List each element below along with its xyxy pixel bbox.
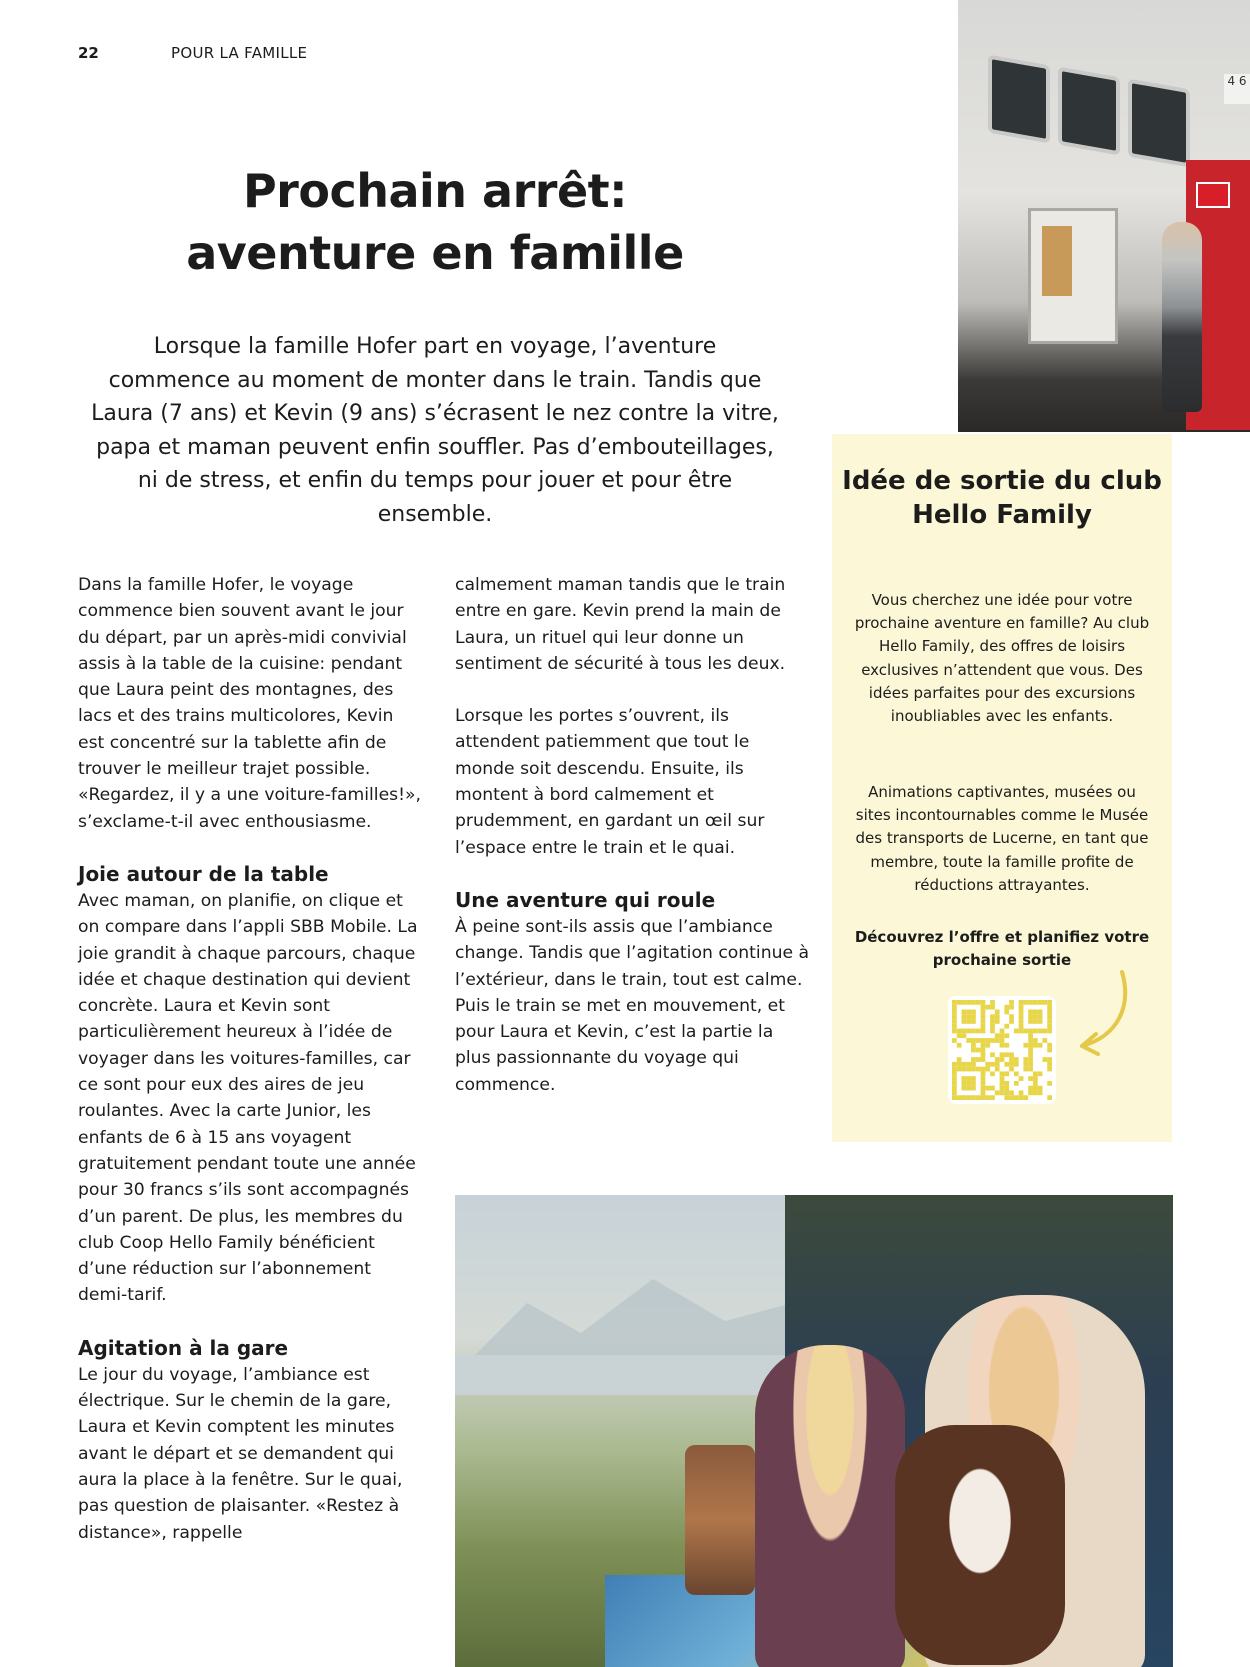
intro-paragraph: Dans la famille Hofer, le voyage commence bien souvent avant le jour du départ, par un après-midi convivial assis à la table de la cuisine: pendant que Laura peint des montagnes, des lacs et des trains multicolores, Kevin est concentré sur la tablette afin de trouver le meilleur trajet possible. «Regardez, il y a une voiture-familles!», s’exclame-t-il avec enthousiasme.: [78, 575, 421, 832]
paragraph-portes: Lorsque les portes s’ouvrent, ils attendent patiemment que tout le monde soit descendu. Ensuite, ils montent à bord calmement et prudemment, en gardant un œil sur l’espace entre le train et le quai.: [455, 706, 765, 858]
plush-dog: [895, 1425, 1065, 1665]
swiss-flag-icon: [1196, 182, 1230, 208]
article-column-2: [455, 572, 810, 1098]
sidebar-text-2: Animations captivantes, musées ou sites incontournables comme le Musée des transports de Lucerne, en tant que membre, toute la famille profite de réductions attrayantes.: [855, 783, 1149, 894]
curved-arrow-icon: [1070, 966, 1140, 1066]
children-in-train-photo: [455, 1195, 1173, 1667]
subheading-joie: Joie autour de la table: [78, 861, 329, 886]
boy-figure: [755, 1345, 905, 1667]
hello-family-sidebar: [832, 434, 1172, 1142]
qr-code-icon[interactable]: [948, 996, 1056, 1104]
subheading-agitation: Agitation à la gare: [78, 1335, 289, 1360]
woman-figure: [1162, 222, 1202, 412]
sidebar-text-1: Vous cherchez une idée pour votre prochaine aventure en famille? Au club Hello Family, des offres de loisirs exclusives n’attendent que vous. Des idées parfaites pour des excursions inoubliables avec les enfants.: [854, 591, 1150, 726]
title-line-2: aventure en famille: [186, 226, 684, 280]
paragraph-aventure: À peine sont-ils assis que l’ambiance change. Tandis que l’agitation continue à l’extérieur, dans le train, tout est calme. Puis le train se met en mouvement, et pour Laura et Kevin, c’est la partie la plus passionnante du voyage qui commence.: [455, 916, 810, 1095]
paragraph-joie: Avec maman, on planifie, on clique et on compare dans l’appli SBB Mobile. La joie grandit à chaque parcours, chaque idée et chaque destination qui devient concrète. Laura et Kevin sont particulièrement heureux à l’idée de voyager dans les voitures-familles, car ce sont pour eux des aires de jeu roulantes. Avec la carte Junior, les enfants de 6 à 15 ans voyagent gratuitement pendant toute une année pour 30 francs s’ils sont accompagnés d’un parent. De plus, les membres du club Coop Hello Family bénéficient d’une réduction sur l’abonnement demi-tarif.: [78, 890, 418, 1306]
page-number: 22: [78, 44, 99, 62]
article-title: [120, 160, 750, 284]
train-door-window: [1042, 226, 1072, 296]
train-window: [1128, 79, 1190, 168]
paragraph-agitation: Le jour du voyage, l’ambiance est électrique. Sur le chemin de la gare, Laura et Kevin comptent les minutes avant le départ et se demandent qui aura la place à la fenêtre. Sur le quai, pas question de plaisanter. «Restez à distance», rappelle: [78, 1364, 403, 1543]
wooden-toy: [685, 1445, 755, 1595]
train-window: [988, 55, 1050, 144]
title-line-1: Prochain arrêt:: [242, 164, 628, 218]
section-label: POUR LA FAMILLE: [171, 44, 308, 62]
train-window: [1058, 67, 1120, 156]
subheading-aventure: Une aventure qui roule: [455, 887, 716, 912]
sidebar-cta[interactable]: Découvrez l’offre et planifiez votre prochaine sortie: [854, 928, 1150, 970]
article-column-1: [78, 572, 423, 1546]
train-platform-photo: [958, 0, 1250, 432]
coach-number-label: 4 6: [1224, 74, 1250, 104]
paragraph-calmement: calmement maman tandis que le train entre en gare. Kevin prend la main de Laura, un rituel qui leur donne un sentiment de sécurité à tous les deux.: [455, 575, 786, 674]
sidebar-title: Idée de sortie du club Hello Family: [842, 466, 1162, 530]
lead-paragraph: Lorsque la famille Hofer part en voyage, l’aventure commence au moment de monter dans le train. Tandis que Laura (7 ans) et Kevin (9 ans) s’écrasent le nez contre la vitre, papa et maman peuvent enfin souffler. Pas d’embouteillages, ni de stress, et enfin du temps pour jouer et pour être ensemble.: [91, 334, 779, 527]
